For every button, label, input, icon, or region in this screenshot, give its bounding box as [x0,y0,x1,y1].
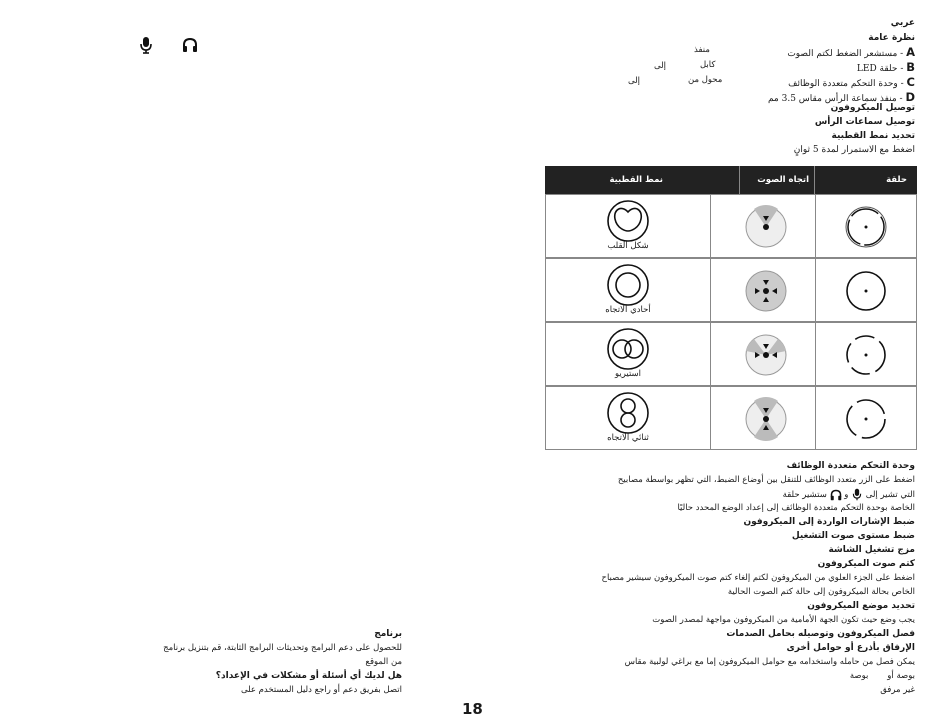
press-hold-text: اضغط مع الاستمرار لمدة 5 ثوانٍ [793,145,915,155]
arm-line-1: يمكن فصل من حامله واستخدامه مع حوامل الميكروفون إما مع براغي لولبية مقاس [624,657,915,667]
help-heading: هل لديك أي أسئلة أو مشكلات في الإعداد؟ [215,671,402,681]
software-heading: برنامج [374,629,402,639]
connect-headphones-heading: توصيل سماعات الرأس [814,117,915,127]
mix-heading: مزج تشغيل الشاشة [828,545,915,555]
header-ring: حلقة [886,175,907,185]
cable-label: كابل [700,60,716,70]
part-d: D - منفذ سماعة الرأس مقاس 3.5 مم [767,90,915,104]
overview-heading: نظرة عامة [868,33,915,43]
gain-heading: ضبط الإشارات الواردة إلى الميكروفون [743,517,915,527]
bidirectional-label: ثنائي الاتجاه [607,433,649,443]
headphones-icon [182,37,198,57]
part-a: A - مستشعر الضغط لكتم الصوت [787,45,915,59]
arm-heading: الإرفاق بأذرع أو حوامل أخرى [786,643,915,653]
part-b: B - حلقة LED [856,60,915,74]
bidirectional-icon [604,391,652,435]
cardioid-label: شكل القلب [607,241,649,251]
headphones-icon [830,489,842,501]
page-number: 18 [462,700,483,718]
cardioid-icon [604,199,652,243]
language-heading: عربي [890,18,915,28]
microphone-icon [851,488,863,501]
to-label-1: إلى [654,61,667,71]
mute-line-1: اضغط على الجزء العلوي من الميكروفون لكتم إلغاء كتم صوت الميكروفون سيشير مصباح [601,573,915,583]
ring-led-icon [844,205,888,249]
header-direction: اتجاه الصوت [757,175,809,185]
detach-heading: فصل الميكروفون وتوصيله بحامل الصدمات [726,629,915,639]
multi-function-heading: وحدة التحكم متعددة الوظائف [786,461,915,471]
parts-list [615,46,915,106]
arm-line-3: غير مرفق [880,685,915,695]
position-line-1: يجب وضع حيث تكون الجهة الأمامية من الميكروفون مواجهة لمصدر الصوت [652,615,915,625]
adapter-label: محول من [688,75,723,85]
arm-line-2: بوصة أو بوصة [849,671,915,681]
position-heading: تحديد موضع الميكروفون [807,601,915,611]
header-pattern: نمط القطبية [609,175,663,185]
software-line-1: للحصول على دعم البرامج وتحديثات البرامج الثابتة، قم بتنزيل برنامج [163,643,402,653]
microphone-icon [138,36,154,58]
direction-front-back-icon [744,397,788,441]
multi-line-2: التي تشير إلى و ستشير حلقة [782,490,915,500]
direction-front-icon [744,205,788,249]
omnidirectional-icon [604,263,652,307]
ring-led-icon [844,333,888,377]
part-c: C - وحدة التحكم متعددة الوظائف [788,75,915,89]
mute-heading: كتم صوت الميكروفون [817,559,915,569]
mute-line-2: الخاص بحالة الميكروفون إلى حالة كتم الصوت الحالية [727,587,915,597]
omnidirectional-label: أحادي الاتجاه [605,305,651,315]
ring-led-icon [844,269,888,313]
software-line-2: من الموقع [365,657,402,667]
volume-heading: ضبط مستوى صوت التشغيل [791,531,915,541]
port-label: منفذ [694,45,710,55]
pattern-row-omni [545,258,917,322]
multi-line-3: الخاصة بوحدة التحكم متعددة الوظائف إلى إعداد الوضع المحدد حاليًا [677,503,915,513]
direction-stereo-icon [744,333,788,377]
pattern-row-stereo [545,322,917,386]
pattern-table-header [545,166,917,194]
select-pattern-heading: تحديد نمط القطبية [831,131,915,141]
pattern-row-bidirectional [545,386,917,450]
multi-line-1: اضغط على الزر متعدد الوظائف للتنقل بين أوضاع الضبط، التي تظهر بواسطة مصابيح [617,475,915,485]
ring-led-icon [844,397,888,441]
connect-mic-heading: توصيل الميكروفون [830,103,915,113]
to-label-2: إلى [628,76,641,86]
direction-all-icon [744,269,788,313]
help-line-1: اتصل بفريق دعم أو راجع دليل المستخدم على [240,685,402,695]
stereo-label: استيريو [614,369,642,379]
stereo-icon [604,327,652,371]
pattern-row-cardioid [545,194,917,258]
